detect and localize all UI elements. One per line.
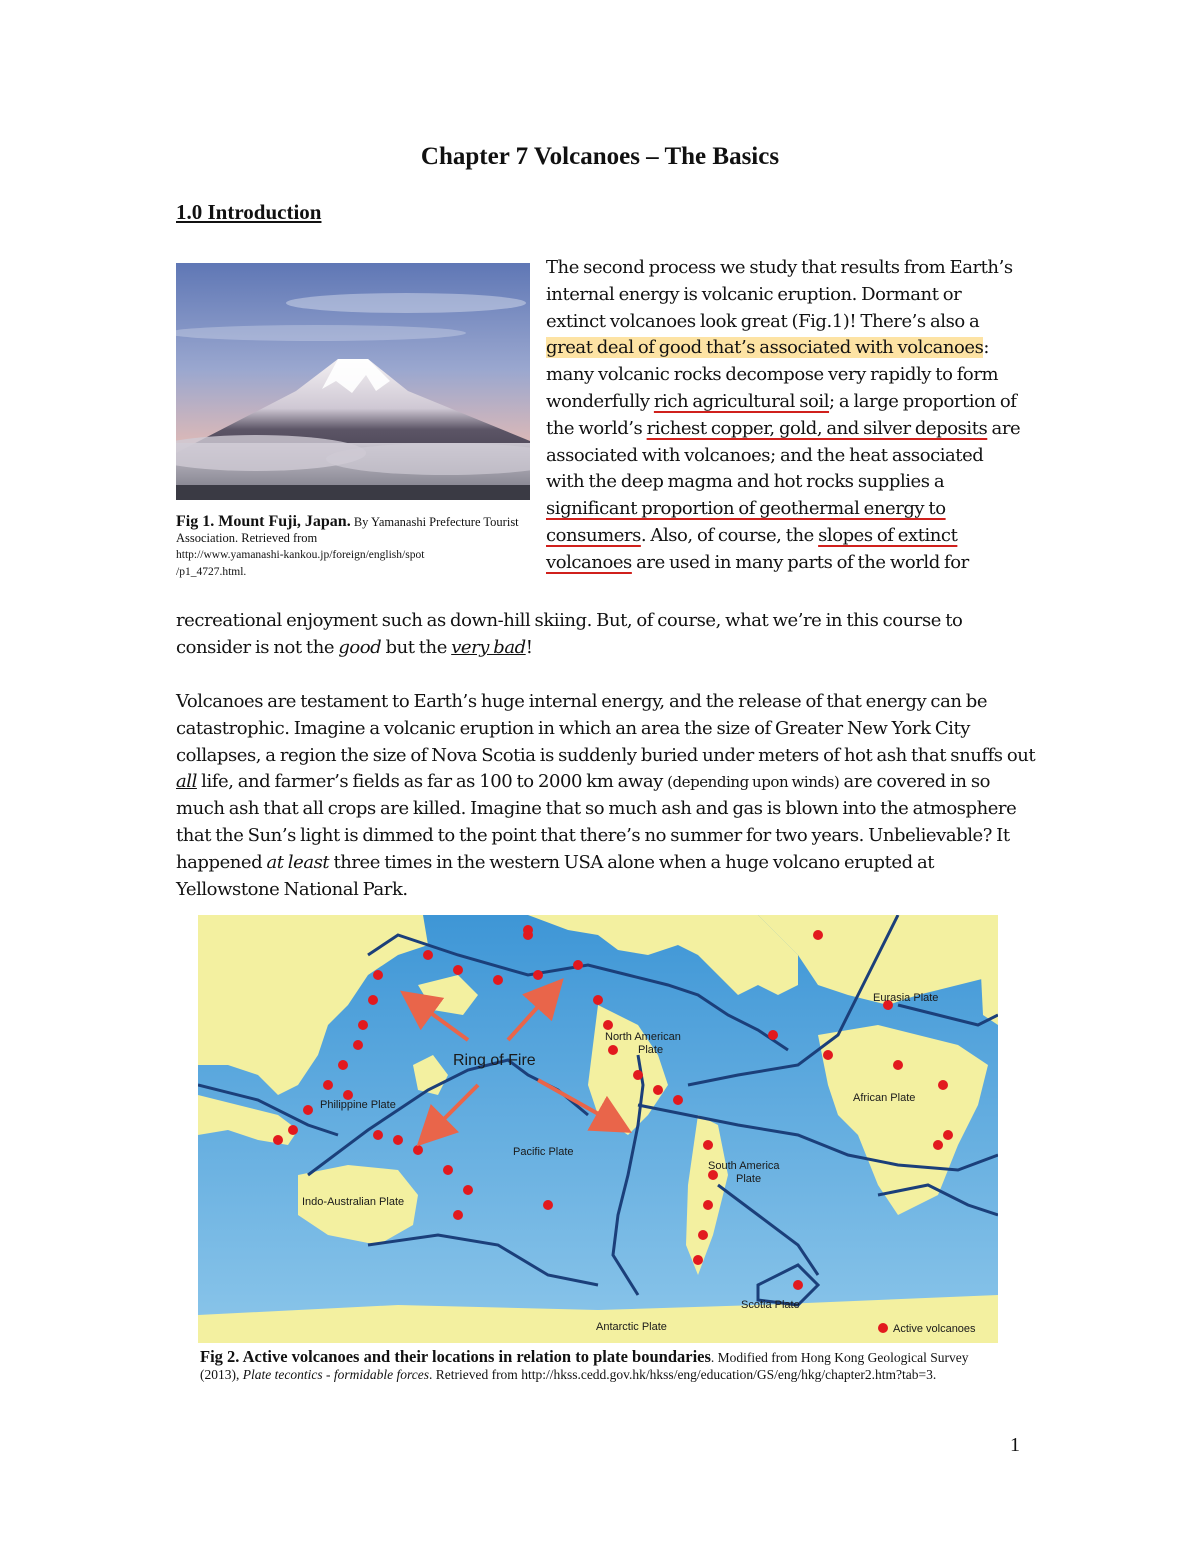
fig1-credit: By Yamanashi Prefecture Tourist Association. Retrieved from xyxy=(176,515,519,545)
south-america-plate-label-2: Plate xyxy=(736,1173,762,1185)
para-text: life, and farmer’s fields as far as 100 to 2000 km away xyxy=(196,771,668,793)
fig1-label: Fig 1. Mount Fuji, Japan. xyxy=(176,513,351,530)
para-text: Volcanoes are testament to Earth’s huge internal energy, and the release of that energy can be catastrophic. Imagine a volcanic eruption in which an area the size of Greater New York City collapses, a region the size of Nova Scotia is suddenly buried under meters of hot ash that snuffs out xyxy=(176,691,1036,766)
emphasis-good: good xyxy=(338,636,382,658)
scotia-plate-label: Scotia Plate xyxy=(741,1299,800,1311)
underlined-phrase: significant proportion of geothermal energy to consumers xyxy=(546,498,946,546)
chapter-title: Chapter 7 Volcanoes – The Basics xyxy=(420,143,780,170)
eurasia-plate-label: Eurasia Plate xyxy=(873,992,939,1004)
african-plate-label: African Plate xyxy=(853,1092,916,1104)
fig2-label: Fig 2. Active volcanoes and their locations in relation to plate boundaries xyxy=(200,1347,711,1366)
fig2-credit: . Modified from Hong Kong Geological Survey (2013), xyxy=(200,1350,969,1382)
intro-text: recreational enjoyment such as down-hill skiing. But, of course, what we’re in this course to consider is not the xyxy=(176,610,963,658)
indo-australian-plate-label: Indo-Australian Plate xyxy=(302,1196,405,1208)
pacific-plate-label: Pacific Plate xyxy=(513,1146,574,1158)
intro-text: but the xyxy=(381,636,452,658)
fig1-url-line1: http://www.yamanashi-kankou.jp/foreign/english/spot xyxy=(176,549,425,561)
philippine-plate-label: Philippine Plate xyxy=(320,1099,396,1111)
emphasis-at-least: at least xyxy=(266,851,330,873)
intro-text: are used in many parts of the world for xyxy=(631,551,969,573)
intro-text: The second process we study that results from Earth’s internal energy is volcanic eruption. Dormant or extinct volcanoes look great (Fig.1)! There’s also a xyxy=(546,257,1013,332)
para-text: are covered in so much ash that all crops are killed. Imagine that so much ash and gas is blown into the atmosphere that the Sun’s light is dimmed to the point that there’s no summer for two years. Unbelievable? It happened xyxy=(176,771,1017,873)
intro-text: are associated with volcanoes; and the heat associated with the deep magma and hot rocks supplies a xyxy=(546,417,1021,493)
intro-paragraph xyxy=(546,255,1021,577)
fig2-source-title: Plate tecontics - formidable forces xyxy=(242,1367,429,1382)
intro-text: : many volcanic rocks decompose very rapidly to form wonderfully xyxy=(546,337,999,412)
fig2-caption xyxy=(200,1348,1000,1383)
para-aside: (depending upon winds) xyxy=(667,773,840,792)
antarctic-plate-label: Antarctic Plate xyxy=(596,1321,667,1333)
underlined-phrase: richest copper, gold, and silver deposits xyxy=(646,417,988,439)
highlighted-phrase: great deal of good that’s associated with volcanoes xyxy=(546,337,984,359)
intro-text: ! xyxy=(525,636,533,658)
page-number: 1 xyxy=(1010,1434,1020,1456)
intro-text: ; a large proportion of the world’s xyxy=(546,390,1017,439)
emphasis-all: all xyxy=(176,771,197,793)
mount-fuji-photo xyxy=(176,263,530,500)
legend-active-volcanoes: Active volcanoes xyxy=(893,1323,976,1335)
intro-text: . Also, of course, the xyxy=(640,524,819,546)
north-american-plate-label: North American xyxy=(605,1031,681,1043)
emphasis-very-bad: very bad xyxy=(451,636,526,658)
north-american-plate-label-2: Plate xyxy=(638,1044,664,1056)
fig1-url-line2: /p1_4727.html. xyxy=(176,566,247,578)
fig2-url: . Retrieved from http://hkss.cedd.gov.hk/hkss/eng/education/GS/eng/hkg/chapter2.htm?tab=3. xyxy=(428,1367,937,1382)
section-heading: 1.0 Introduction xyxy=(176,200,322,224)
intro-paragraph-continued xyxy=(176,608,1036,662)
fig1-caption xyxy=(176,514,526,580)
south-america-plate-label: South America xyxy=(708,1160,780,1172)
plate-boundaries-map xyxy=(198,915,998,1343)
underlined-phrase: rich agricultural soil xyxy=(653,390,830,412)
ring-of-fire-label: Ring of Fire xyxy=(453,1052,536,1069)
underlined-phrase: slopes of extinct volcanoes xyxy=(546,524,958,573)
yellowstone-paragraph xyxy=(176,689,1036,903)
para-text: three times in the western USA alone when a huge volcano erupted at Yellowstone National Park. xyxy=(176,851,935,900)
